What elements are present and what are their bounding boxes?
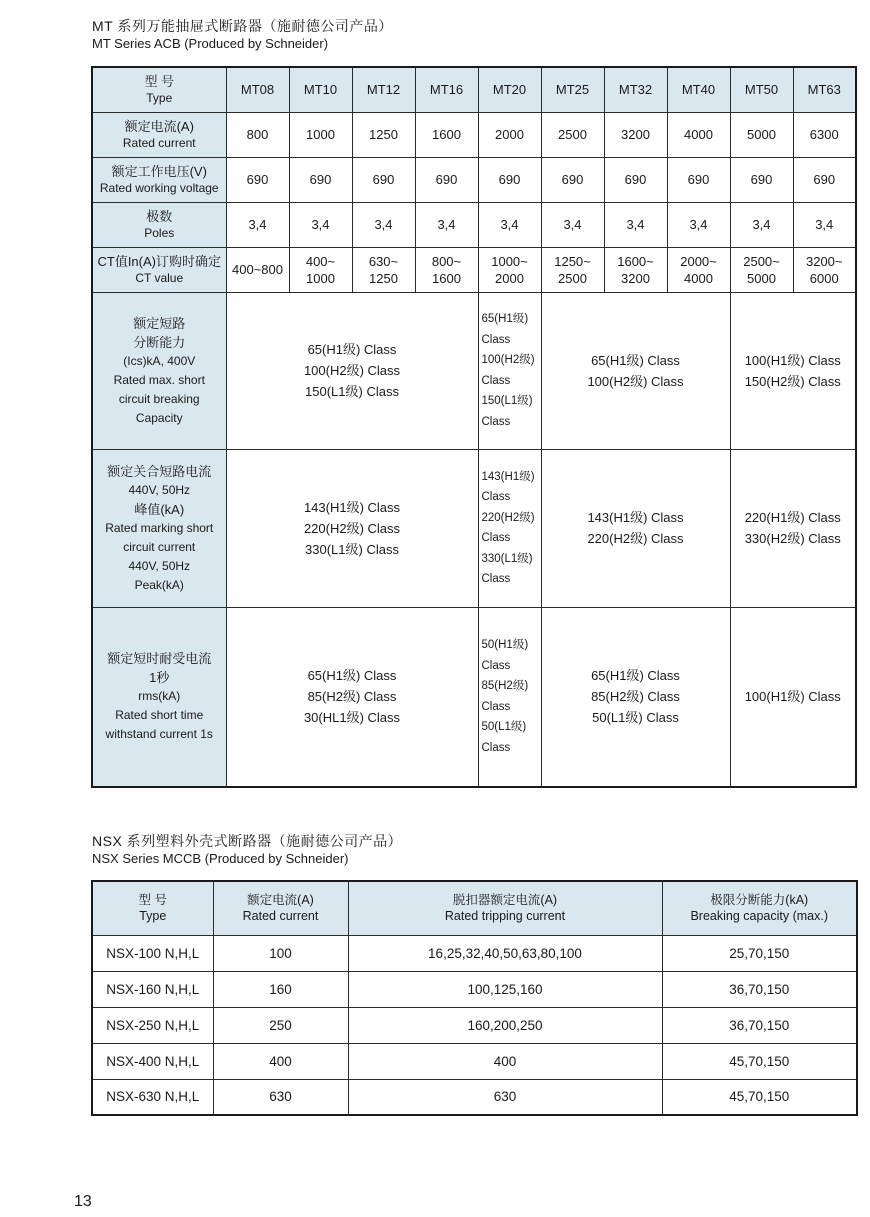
nsx-type-cell: NSX-630 N,H,L — [92, 1079, 213, 1115]
mt-icm-label-line: Rated marking short — [105, 520, 214, 535]
mt-icu-group-mt50-63 — [730, 292, 856, 449]
mt-icm-line: 330(L1级) Class — [305, 541, 399, 557]
mt-type-label-en: Type — [146, 90, 173, 105]
mt-icm-label-line: 额定关合短路电流 — [107, 463, 212, 479]
mt-icu-line: 100(H1级) Class — [744, 352, 841, 368]
mt-icm-label-line: 440V, 50Hz — [128, 558, 191, 573]
mt-rated-current-cell: 1600 — [415, 112, 478, 157]
nsx-tripping-current-cell: 100,125,160 — [348, 971, 662, 1007]
mt-icu-label-line: (Ics)kA, 400V — [123, 353, 196, 368]
mt-poles-header — [92, 202, 226, 247]
mt-ct-cell — [604, 247, 667, 292]
mt-icm-group-mt08-16 — [226, 449, 478, 607]
nsx-title-zh: NSX 系列塑料外壳式断路器（施耐德公司产品） — [92, 833, 403, 849]
nsx-header-breaking-capacity — [662, 881, 857, 935]
mt-voltage-header — [92, 157, 226, 202]
nsx-header-en: Breaking capacity (max.) — [690, 909, 829, 924]
mt-ct-label-zh: CT值In(A)订购时确定 — [97, 253, 221, 269]
nsx-rated-current-cell: 100 — [213, 935, 348, 971]
mt-icu-line: Class — [481, 333, 511, 346]
mt-ct-from: 3200~ — [805, 253, 843, 269]
mt-voltage-cell: 690 — [604, 157, 667, 202]
mt-icw-line: 50(L1级) Class — [592, 710, 679, 726]
mt-voltage-cell: 690 — [415, 157, 478, 202]
mt-icu-line: 100(H2级) Class — [587, 373, 684, 389]
mt-ct-to: 5000 — [747, 270, 776, 286]
mt-rated-current-cell: 4000 — [667, 112, 730, 157]
nsx-header-rated-current — [213, 881, 348, 935]
nsx-type-cell: NSX-250 N,H,L — [92, 1007, 213, 1043]
mt-icw-label-line: rms(kA) — [138, 689, 181, 704]
table-row — [92, 1043, 857, 1079]
mt-model-cell: MT63 — [793, 67, 856, 112]
mt-ct-from: 630~ — [368, 253, 399, 269]
mt-icu-group-mt20 — [478, 292, 541, 449]
nsx-header-en: Rated tripping current — [444, 909, 566, 924]
mt-icu-line: 100(H2级) Class — [303, 363, 401, 378]
mt-poles-cell: 3,4 — [415, 202, 478, 247]
mt-withstand-current-header — [92, 607, 226, 787]
nsx-breaking-capacity-cell: 45,70,150 — [662, 1079, 857, 1115]
mt-making-current-header — [92, 449, 226, 607]
mt-icu-line: 100(H2级) — [481, 354, 535, 366]
nsx-breaking-capacity-cell: 36,70,150 — [662, 971, 857, 1007]
mt-poles-cell: 3,4 — [289, 202, 352, 247]
mt-icu-group-mt25-40 — [541, 292, 730, 449]
mt-icm-line: 220(H1级) Class — [744, 510, 841, 525]
mt-poles-cell: 3,4 — [352, 202, 415, 247]
mt-rated-current-cell: 2000 — [478, 112, 541, 157]
mt-ct-from: 1600~ — [617, 253, 654, 269]
mt-voltage-cell: 690 — [793, 157, 856, 202]
mt-icw-line: Class — [481, 700, 511, 713]
mt-ct-to: 1000 — [306, 270, 335, 286]
mt-icm-line: 143(H1级) Class — [587, 510, 684, 525]
mt-rated-current-cell: 6300 — [793, 112, 856, 157]
mt-icw-label-line: withstand current 1s — [105, 727, 213, 742]
nsx-tripping-current-cell: 630 — [348, 1079, 662, 1115]
mt-title-en: MT Series ACB (Produced by Schneider) — [92, 36, 329, 51]
mt-voltage-cell: 690 — [667, 157, 730, 202]
mt-icm-label-line: Peak(kA) — [134, 577, 184, 592]
mt-ct-from: 1250~ — [554, 253, 591, 269]
mt-voltage-cell: 690 — [226, 157, 289, 202]
mt-row-poles — [92, 202, 856, 247]
mt-voltage-cell: 690 — [478, 157, 541, 202]
mt-model-cell: MT16 — [415, 67, 478, 112]
mt-row-type — [92, 67, 856, 112]
mt-icm-line: 143(H1级) Class — [303, 499, 401, 515]
mt-ct-header — [92, 247, 226, 292]
mt-voltage-cell: 690 — [730, 157, 793, 202]
nsx-tripping-current-cell: 160,200,250 — [348, 1007, 662, 1043]
table-row — [92, 935, 857, 971]
mt-poles-label-zh: 极数 — [146, 208, 173, 224]
mt-icu-label-line: Capacity — [135, 410, 183, 425]
mt-ct-to: 4000 — [684, 270, 713, 286]
mt-ct-from: 800~ — [431, 253, 462, 269]
mt-type-header — [92, 67, 226, 112]
mt-icu-line: 150(H2级) Class — [744, 373, 841, 389]
mt-row-ct — [92, 247, 856, 292]
mt-icm-line: 220(H2级) — [481, 511, 535, 524]
nsx-header-type — [92, 881, 213, 935]
nsx-header-tripping-current — [348, 881, 662, 935]
mt-icu-label-line: circuit breaking — [118, 391, 200, 406]
mt-icw-line: 85(H2级) Class — [307, 689, 397, 705]
mt-icm-group-mt20 — [478, 449, 541, 607]
mt-section-title — [92, 18, 393, 52]
mt-ct-cell — [667, 247, 730, 292]
mt-icm-line: Class — [481, 532, 511, 544]
mt-rated-current-label-en: Rated current — [122, 135, 196, 150]
mt-icw-line: 50(H1级) — [481, 639, 529, 652]
mt-icm-line: 220(H2级) Class — [587, 531, 684, 546]
mt-poles-cell: 3,4 — [478, 202, 541, 247]
mt-rated-current-cell: 1250 — [352, 112, 415, 157]
nsx-header-en: Rated current — [242, 909, 319, 924]
mt-icm-line: 330(L1级) — [481, 552, 533, 565]
mt-ct-from: 400~ — [305, 253, 336, 269]
mt-voltage-label-zh: 额定工作电压(V) — [111, 163, 207, 179]
mt-icm-label-line: 440V, 50Hz — [128, 482, 191, 497]
mt-row-breaking-capacity — [92, 292, 856, 449]
mt-rated-current-cell: 800 — [226, 112, 289, 157]
mt-icw-group-mt50-63 — [730, 607, 856, 787]
mt-model-cell: MT25 — [541, 67, 604, 112]
nsx-type-cell: NSX-100 N,H,L — [92, 935, 213, 971]
mt-type-label-zh: 型 号 — [144, 73, 175, 89]
mt-icm-label-line: 峰值(kA) — [134, 501, 185, 517]
mt-ct-to: 3200 — [621, 270, 650, 286]
mt-rated-current-cell: 3200 — [604, 112, 667, 157]
nsx-header-zh: 额定电流(A) — [247, 893, 314, 908]
mt-ct-to: 2000 — [495, 270, 524, 286]
mt-spec-table — [91, 66, 857, 788]
mt-ct-from: 2500~ — [743, 253, 780, 269]
mt-icu-line: Class — [481, 374, 511, 387]
mt-voltage-cell: 690 — [352, 157, 415, 202]
mt-ct-cell — [478, 247, 541, 292]
mt-model-cell: MT40 — [667, 67, 730, 112]
mt-icu-label-line: 分断能力 — [133, 334, 186, 350]
mt-ct-cell — [415, 247, 478, 292]
mt-icw-label-line: 额定短时耐受电流 — [107, 651, 212, 667]
nsx-type-cell: NSX-400 N,H,L — [92, 1043, 213, 1079]
table-row — [92, 1079, 857, 1115]
mt-rated-current-cell: 5000 — [730, 112, 793, 157]
table-row — [92, 971, 857, 1007]
mt-title-zh: MT 系列万能抽屉式断路器（施耐德公司产品） — [92, 18, 393, 34]
mt-icw-line: 30(HL1级) Class — [303, 710, 401, 726]
nsx-type-cell: NSX-160 N,H,L — [92, 971, 213, 1007]
mt-icu-line: 65(H1级) — [481, 313, 529, 325]
mt-voltage-cell: 690 — [541, 157, 604, 202]
mt-icu-label-line: 额定短路 — [133, 315, 186, 331]
nsx-header-zh: 型 号 — [138, 893, 167, 908]
mt-icw-line: Class — [481, 741, 511, 754]
mt-ct-cell — [226, 247, 289, 292]
page-number: 13 — [74, 1193, 92, 1210]
mt-row-withstand-current — [92, 607, 856, 787]
nsx-rated-current-cell: 630 — [213, 1079, 348, 1115]
nsx-header-row — [92, 881, 857, 935]
mt-ct-cell — [793, 247, 856, 292]
mt-icm-line: 220(H2级) Class — [303, 520, 401, 536]
mt-model-cell: MT12 — [352, 67, 415, 112]
mt-icw-label-line: 1秒 — [149, 670, 170, 686]
mt-icw-line: 100(H1级) Class — [744, 689, 841, 705]
nsx-tripping-current-cell: 16,25,32,40,50,63,80,100 — [348, 935, 662, 971]
mt-model-cell: MT10 — [289, 67, 352, 112]
mt-icw-line: 65(H1级) Class — [307, 668, 397, 684]
mt-ct-cell — [730, 247, 793, 292]
mt-poles-label-en: Poles — [144, 225, 175, 240]
mt-icw-line: 50(L1级) — [481, 721, 527, 734]
mt-ct-label-en: CT value — [135, 270, 184, 285]
mt-icu-line: 65(H1级) Class — [591, 352, 680, 368]
mt-icm-label-line: circuit current — [123, 539, 196, 554]
mt-ct-to: 1250 — [369, 270, 398, 286]
mt-ct-to: 2500 — [558, 270, 587, 286]
mt-row-making-current — [92, 449, 856, 607]
mt-rated-current-header — [92, 112, 226, 157]
mt-icm-line: Class — [481, 573, 511, 585]
nsx-breaking-capacity-cell: 36,70,150 — [662, 1007, 857, 1043]
nsx-tripping-current-cell: 400 — [348, 1043, 662, 1079]
mt-icw-group-mt20 — [478, 607, 541, 787]
mt-ct-value: 400~800 — [232, 262, 283, 277]
nsx-section-title — [92, 833, 402, 867]
mt-icw-group-mt25-40 — [541, 607, 730, 787]
mt-row-rated-current — [92, 112, 856, 157]
table-row — [92, 1007, 857, 1043]
mt-icu-line: 65(H1级) Class — [307, 342, 397, 357]
mt-poles-cell: 3,4 — [604, 202, 667, 247]
nsx-spec-table — [91, 880, 858, 1116]
mt-ct-from: 1000~ — [491, 253, 528, 269]
mt-model-cell: MT08 — [226, 67, 289, 112]
nsx-breaking-capacity-cell: 45,70,150 — [662, 1043, 857, 1079]
mt-icw-label-line: Rated short time — [115, 708, 204, 723]
mt-icu-group-mt08-16 — [226, 292, 478, 449]
mt-icm-line: 330(H2级) Class — [744, 531, 841, 546]
mt-ct-to: 6000 — [809, 270, 839, 286]
mt-icm-line: 143(H1级) — [481, 470, 535, 483]
nsx-title-en: NSX Series MCCB (Produced by Schneider) — [92, 851, 349, 866]
mt-icw-line: 85(H2级) Class — [591, 689, 680, 705]
mt-icw-group-mt08-16 — [226, 607, 478, 787]
mt-ct-to: 1600 — [432, 270, 461, 286]
mt-poles-cell: 3,4 — [793, 202, 856, 247]
mt-voltage-cell: 690 — [289, 157, 352, 202]
mt-rated-current-label-zh: 额定电流(A) — [124, 118, 194, 134]
mt-voltage-label-en: Rated working voltage — [99, 180, 219, 195]
mt-rated-current-cell: 2500 — [541, 112, 604, 157]
mt-rated-current-cell: 1000 — [289, 112, 352, 157]
mt-icm-group-mt25-40 — [541, 449, 730, 607]
mt-icw-line: 65(H1级) Class — [591, 668, 680, 684]
mt-poles-cell: 3,4 — [667, 202, 730, 247]
mt-icm-line: Class — [481, 491, 511, 503]
mt-icu-line: 150(L1级) Class — [305, 384, 399, 399]
mt-icu-label-line: Rated max. short — [113, 372, 205, 387]
mt-icw-line: 85(H2级) — [481, 680, 529, 693]
mt-ct-from: 2000~ — [680, 253, 717, 269]
nsx-rated-current-cell: 250 — [213, 1007, 348, 1043]
mt-ct-cell — [289, 247, 352, 292]
mt-model-cell: MT32 — [604, 67, 667, 112]
mt-ct-cell — [541, 247, 604, 292]
mt-icu-line: Class — [481, 415, 511, 428]
mt-breaking-capacity-header — [92, 292, 226, 449]
mt-icu-line: 150(L1级) — [481, 395, 533, 407]
mt-poles-cell: 3,4 — [226, 202, 289, 247]
mt-icm-group-mt50-63 — [730, 449, 856, 607]
mt-ct-cell — [352, 247, 415, 292]
nsx-breaking-capacity-cell: 25,70,150 — [662, 935, 857, 971]
mt-poles-cell: 3,4 — [730, 202, 793, 247]
mt-poles-cell: 3,4 — [541, 202, 604, 247]
mt-row-voltage — [92, 157, 856, 202]
mt-icw-line: Class — [481, 659, 511, 672]
mt-model-cell: MT50 — [730, 67, 793, 112]
nsx-header-zh: 极限分断能力(kA) — [710, 893, 809, 908]
mt-model-cell: MT20 — [478, 67, 541, 112]
nsx-header-zh: 脱扣器额定电流(A) — [452, 893, 558, 908]
nsx-header-en: Type — [139, 909, 167, 924]
nsx-rated-current-cell: 400 — [213, 1043, 348, 1079]
nsx-rated-current-cell: 160 — [213, 971, 348, 1007]
